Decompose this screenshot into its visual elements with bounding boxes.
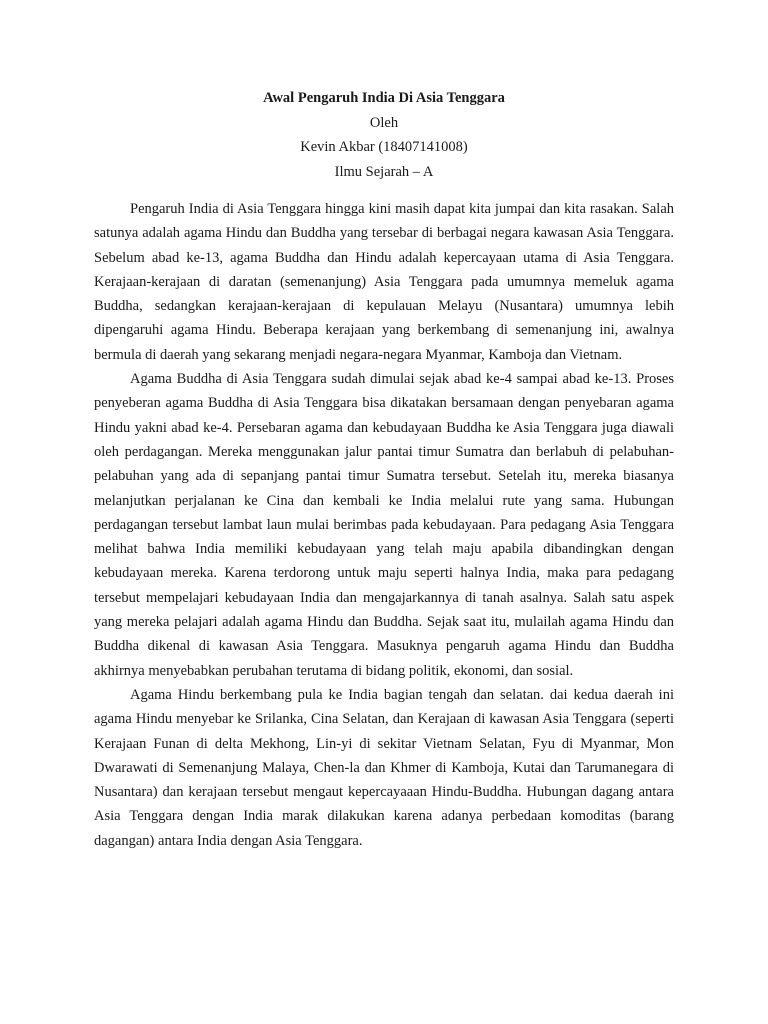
paragraph: Pengaruh India di Asia Tenggara hingga kini masih dapat kita jumpai dan kita rasakan. Salah satunya adalah agama Hindu dan Buddha yang tersebar di berbagai negara kawasan Asia Tenggara. Sebelum abad ke-13, agama Buddha dan Hindu adalah kepercayaan utama di Asia Tenggara. Kerajaan-kerajaan di daratan (semenanjung) Asia Tenggara pada umumnya memeluk agama Buddha, sedangkan kerajaan-kerajaan di kepulauan Melayu (Nusantara) umumnya lebih dipengaruhi agama Hindu. Beberapa kerajaan yang berkembang di semenanjung ini, awalnya bermula di daerah yang sekarang menjadi negara-negara Myanmar, Kamboja dan Vietnam. xyxy=(94,201,674,363)
course-line: Ilmu Sejarah – A xyxy=(334,163,434,180)
document-title: Awal Pengaruh India Di Asia Tenggara xyxy=(263,90,505,106)
by-label: Oleh xyxy=(369,114,399,131)
paragraph: Agama Hindu berkembang pula ke India bagian tengah dan selatan. dai kedua daerah ini agama Hindu menyebar ke Srilanka, Cina Selatan, dan Kerajaan di kawasan Asia Tenggara (seperti Kerajaan Funan di delta Mekhong, Lin-yi di sekitar Vietnam Selatan, Fyu di Myanmar, Mon Dwarawati di Semenanjung Malaya, Chen-la dan Khmer di Kamboja, Kutai dan Tarumanegara di Nusantara) dan kerajaan tersebut mengaut kepercayaaan Hindu-Buddha. Hubungan dagang antara Asia Tenggara dengan India marak dilakukan karena adanya perbedaan komoditas (barang dagangan) antara India dengan Asia Tenggara. xyxy=(94,686,674,849)
document-body xyxy=(94,197,674,853)
paragraph: Agama Buddha di Asia Tenggara sudah dimulai sejak abad ke-4 sampai abad ke-13. Proses penyeberan agama Buddha di Asia Tenggara bisa dikatakan bersamaan dengan penyebaran agama Hindu yakni abad ke-4. Persebaran agama dan kebudayaan Buddha ke Asia Tenggara juga diawali oleh perdagangan. Mereka menggunakan jalur pantai timur Sumatra dan berlabuh di pelabuhan-pelabuhan yang ada di sepanjang pantai timur Sumatra tersebut. Setelah itu, mereka biasanya melanjutkan perjalanan ke Cina dan kembali ke India melalui rute yang sama. Hubungan perdagangan tersebut lambat laun mulai berimbas pada kebudayaan. Para pedagang Asia Tenggara melihat bahwa India memiliki kebudayaan yang telah maju apabila dibandingkan dengan kebudayaan mereka. Karena terdorong untuk maju seperti halnya India, maka para pedagang tersebut mempelajari kebudayaan India dan mengajarkannya di tanah asalnya. Salah satu aspek yang mereka pelajari adalah agama Hindu dan Buddha. Sejak saat itu, mulailah agama Hindu dan Buddha dikenal di kawasan Asia Tenggara. Masuknya pengaruh agama Hindu dan Buddha akhirnya menyebabkan perubahan terutama di bidang politik, ekonomi, dan sosial. xyxy=(94,371,674,679)
document-header xyxy=(0,86,768,184)
author-line: Kevin Akbar (18407141008) xyxy=(300,139,468,155)
